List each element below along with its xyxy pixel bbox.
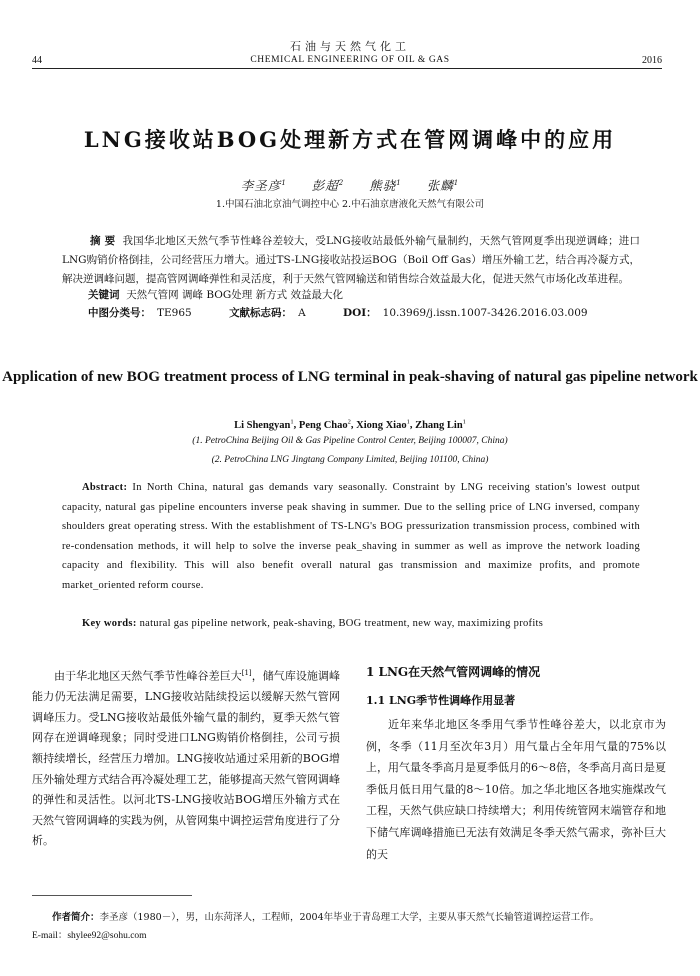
journal-year: 2016 (642, 55, 662, 66)
header-divider (32, 68, 662, 69)
author-list-en: Li Shengyan$^1$, Peng Chao$^2$, Xiong Xiao$^1$, Zhang Lin$^1$ (234, 418, 466, 431)
keywords-text-en: natural gas pipeline network, peak-shaving, BOG treatment, new way, maximizing profits (139, 618, 544, 629)
author-list-cn (0, 176, 700, 194)
paper-title-en: Application of new BOG treatment process of LNG terminal in peak-shaving of natural gas pipeline network (2, 369, 698, 385)
footnote-divider (32, 895, 192, 896)
citation-ref[interactable]: [1] (241, 669, 252, 677)
doi-link[interactable]: 10.3969/j.issn.1007-3426.2016.03.009 (382, 307, 588, 319)
section-paragraph: 近年来华北地区冬季用气季节性峰谷差大，以北京市为例，冬季（11月至次年3月）用气量占全年用气量的75%以上，用气量冬季高月是夏季低月的6～8倍，冬季高月高日是夏季低月低日用气量的8～10倍。加之华北地区各地实施煤改气工程，天然气供应缺口持续增大；利用传统管网末端管存和地下储气库调峰措施已无法有效满足冬季天然气需求，弥补巨大的天 (366, 718, 666, 861)
keywords-cn (88, 286, 666, 305)
subsection-heading: 1.1 LNG季节性调峰作用显著 (366, 694, 516, 707)
author-bio-footnote: 作者简介：李圣彦（1980－），男，山东菏泽人，工程师，2004年毕业于青岛理工大学，主要从事天然气长输管道调控运营工作。 (52, 912, 600, 923)
author-cn: 熊骁$^1$ (369, 178, 402, 193)
author-en: Peng Chao$^2$ (298, 418, 351, 431)
intro-paragraph: 由于华北地区天然气季节性峰谷差巨大[1]，储气库设施调峰能力仍无法满足需要，LNG接收站陆续投运以缓解天然气管网调峰压力。受LNG接收站最低外输气量的制约，夏季天然气管网存在逆调峰现象；同时受进口LNG购销价格倒挂，公司亏损额持续增长，经营压力增加。LNG接收站通过采用新的BOG增压外输处理方式结合再冷凝处理工艺，能够提高天然气管网调峰的弹性和灵活性。以河北TS-LNG接收站BOG增压外输方式在天然气管网调峰的实践为例，从管网集中调控运营角度进行了分析。 (32, 669, 341, 848)
affiliation-en-2: (2. PetroChina LNG Jingtang Company Limited, Beijing 101100, China) (211, 455, 489, 465)
author-email[interactable]: E-mail：shylee92@sohu.com (32, 931, 147, 941)
classification-line: 中图分类号： TE965 文献标志码： A DOI： 10.3969/j.issn.1007-3426.2016.03.009 (88, 307, 588, 319)
author-cn: 张麟$^1$ (426, 178, 460, 193)
keywords-text-cn: 天然气管网 调峰 BOG处理 新方式 效益最大化 (126, 289, 343, 301)
abstract-cn (62, 232, 640, 289)
author-cn: 彭超$^2$ (311, 178, 345, 193)
abstract-text-en: In North China, natural gas demands vary seasonally. Constraint by LNG receiving station's lowest output capacity, natural gas pipeline encounters inverse peak shaving in summer. Due to the selling price of LNG inversed, company shoulders great operating stress. With the establishment of TS-LNG's BOG pressurization transmission process, combined with re-condensation methods, it will help to solve the inverse peak_shaving in summer as well as improve the network loading capacity and flexibility. This will also benefit overall natural gas transmission and maximize profits, and promote market_oriented reform course. (62, 482, 640, 591)
author-en: Li Shengyan$^1$ (234, 418, 294, 431)
journal-name-en: CHEMICAL ENGINEERING OF OIL & GAS (250, 55, 450, 65)
author-en: Xiong Xiao$^1$ (356, 418, 410, 431)
author-cn: 李圣彦$^1$ (240, 178, 287, 193)
affiliation-en-1: (1. PetroChina Beijing Oil & Gas Pipeline Control Center, Beijing 100007, China) (192, 436, 508, 446)
keywords-en (62, 614, 640, 634)
affiliation-cn: 1.中国石油北京油气调控中心 2.中石油京唐液化天然气有限公司 (215, 199, 485, 210)
abstract-label-en: Abstract: (82, 482, 128, 493)
page-number: 44 (32, 55, 42, 66)
abstract-en (62, 478, 640, 595)
keywords-label-cn: 关键词 (88, 289, 120, 301)
author-en: Zhang Lin$^1$ (415, 418, 466, 431)
journal-name-cn: 石油与天然气化工 (290, 40, 410, 53)
paper-title-cn: LNG接收站BOG处理新方式在管网调峰中的应用 (83, 127, 617, 152)
section-heading: 1 LNG在天然气管网调峰的情况 (366, 665, 541, 679)
abstract-text-cn: 我国华北地区天然气季节性峰谷差较大，受LNG接收站最低外输气量制约，天然气管网夏季出现逆调峰；进口LNG购销价格倒挂，公司经营压力增大。通过TS-LNG接收站投运BOG（Boil Off Gas）增压外输工艺，结合再冷凝方式，解决逆调峰问题，提高管网调峰弹性和灵活度，利于天然气管网输送和销售综合效益最大化，促进天然气市场化改革进程。 (62, 235, 641, 285)
keywords-label-en: Key words: (82, 618, 137, 629)
abstract-label-cn: 摘 要 (90, 235, 116, 247)
